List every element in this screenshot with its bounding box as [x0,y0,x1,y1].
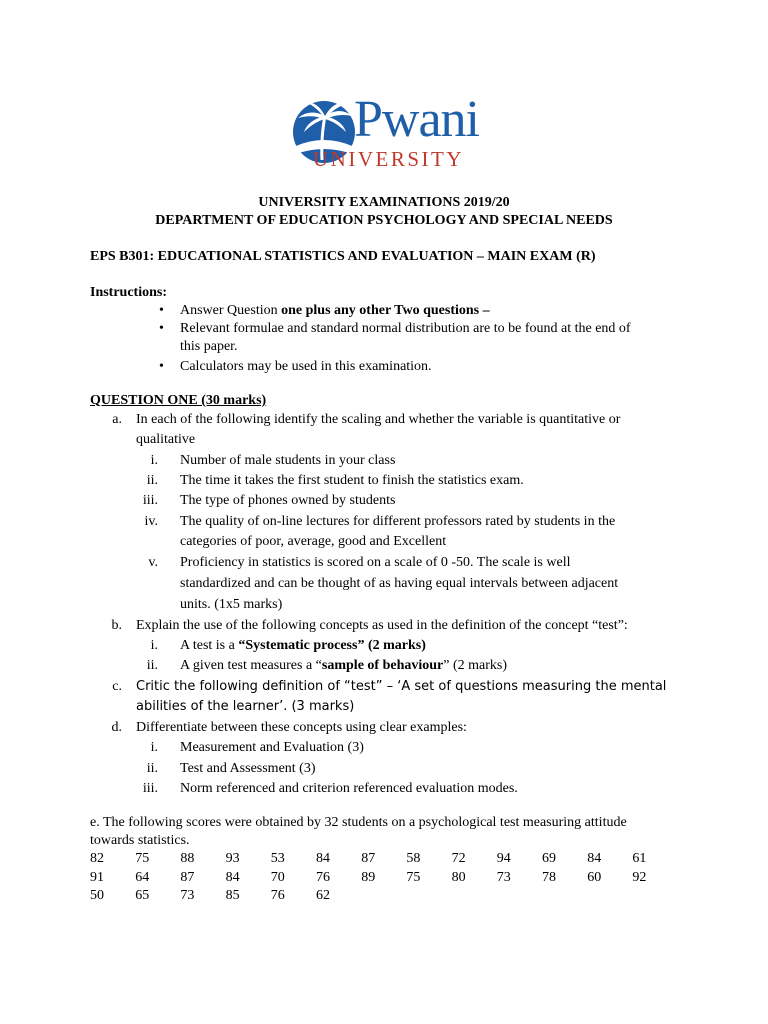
instruction-item-cont: this paper. [180,339,238,354]
bullet-icon: • [159,359,164,374]
bullet-icon: • [159,321,164,336]
part-a-item: The quality of on-line lectures for different professors rated by students in the [180,514,616,529]
department-title: DEPARTMENT OF EDUCATION PSYCHOLOGY AND SPECIAL NEEDS [155,213,613,228]
item-marker: i. [150,740,158,755]
score-cell: 84 [587,851,602,866]
part-d-text: Differentiate between these concepts using clear examples: [136,720,467,735]
score-cell: 75 [135,851,150,866]
part-b-text: Explain the use of the following concepts as used in the definition of the concept “test”: [136,618,628,633]
part-d-item: Test and Assessment (3) [180,761,316,776]
part-a-item: Proficiency in statistics is scored on a scale of 0 -50. The scale is well [180,555,571,570]
score-cell: 87 [361,851,376,866]
score-cell: 53 [270,851,285,866]
item-marker: iii. [142,781,158,796]
score-cell: 80 [451,869,466,885]
score-cell: 73 [180,888,195,903]
score-cell: 91 [90,869,104,885]
instruction-item: Relevant formulae and standard normal distribution are to be found at the end of [180,321,631,336]
score-cell: 70 [270,869,285,885]
part-b-item: A given test measures a “sample of behaviour” (2 marks) [180,658,508,673]
part-a-item: Number of male students in your class [180,453,396,468]
score-cell: 92 [632,869,647,885]
score-cell: 88 [180,851,195,866]
item-marker: ii. [146,658,158,673]
university-logo [288,92,488,182]
part-d-item: Norm referenced and criterion referenced evaluation modes. [180,781,518,796]
score-cell: 62 [316,888,330,903]
item-marker: i. [150,638,158,653]
part-a-item-cont: units. (1x5 marks) [180,597,283,612]
part-a-item: The type of phones owned by students [180,493,396,508]
score-cell: 61 [632,851,647,866]
part-a-item: The time it takes the first student to finish the statistics exam. [180,473,524,488]
score-cell: 72 [451,851,466,866]
part-d-item: Measurement and Evaluation (3) [180,740,364,755]
part-marker: a. [112,412,122,427]
instructions-heading: Instructions: [90,285,168,300]
score-cell: 89 [361,869,376,885]
item-marker: i. [150,453,158,468]
part-e-text-cont: towards statistics. [90,833,190,848]
part-marker: d. [111,720,122,735]
part-marker: b. [111,618,122,633]
score-cell: 50 [90,888,104,903]
logo-wordmark: Pwani [354,91,479,148]
score-cell: 65 [135,888,150,903]
instruction-item: Calculators may be used in this examination. [180,359,432,374]
score-cell: 75 [406,869,421,885]
instruction-item: Answer Question one plus any other Two questions – [180,303,490,318]
item-marker: ii. [146,473,158,488]
score-cell: 76 [316,869,330,885]
score-cell: 78 [542,869,556,885]
part-c-text: Critic the following definition of “test” – ‘A set of questions measuring the mental [136,679,667,694]
score-cell: 73 [496,869,511,885]
question-one-heading: QUESTION ONE (30 marks) [90,393,267,408]
exam-title: UNIVERSITY EXAMINATIONS 2019/20 [258,195,510,210]
logo-subtitle: UNIVERSITY [313,147,464,171]
part-c-text-cont: abilities of the learner’. (3 marks) [136,699,355,714]
score-cell: 94 [496,851,511,866]
score-cell: 82 [90,851,104,866]
item-marker: ii. [146,761,158,776]
score-cell: 84 [316,851,330,866]
bullet-icon: • [159,303,164,318]
part-e-text: e. The following scores were obtained by 32 students on a psychological test measuring attitude [90,815,627,830]
part-a-item-cont: categories of poor, average, good and Excellent [180,534,447,549]
part-a-item-cont: standardized and can be thought of as having equal intervals between adjacent [180,576,619,591]
score-cell: 60 [587,869,602,885]
part-marker: c. [112,679,122,694]
score-cell: 93 [225,851,240,866]
score-cell: 87 [180,869,195,885]
part-a-text-cont: qualitative [136,432,196,447]
part-a-text: In each of the following identify the scaling and whether the variable is quantitative or [136,412,621,427]
score-cell: 64 [135,869,150,885]
part-b-item: A test is a “Systematic process” (2 marks) [180,638,426,653]
score-cell: 76 [270,888,285,903]
score-cell: 84 [225,869,240,885]
item-marker: iii. [142,493,158,508]
score-cell: 69 [542,851,556,866]
item-marker: v. [148,555,158,570]
course-title: EPS B301: EDUCATIONAL STATISTICS AND EVALUATION – MAIN EXAM (R) [90,249,596,264]
score-cell: 85 [225,888,240,903]
item-marker: iv. [144,514,158,529]
score-cell: 58 [406,851,421,866]
